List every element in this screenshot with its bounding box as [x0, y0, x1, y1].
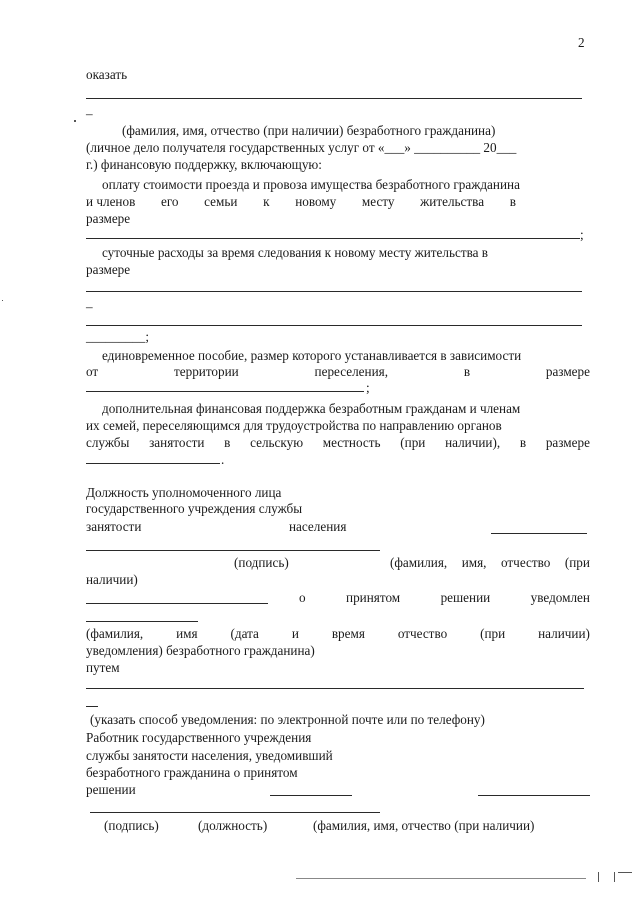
- page-number: 2: [578, 35, 585, 50]
- word: о: [299, 590, 306, 605]
- field-caption: (указать способ уведомления: по электронной почте или по телефону): [90, 712, 485, 727]
- signature-caption: (подпись): [104, 818, 159, 833]
- fill-line: [90, 812, 380, 813]
- word: отчество: [397, 626, 448, 641]
- scan-artifact: [74, 120, 76, 122]
- word: наличии): [538, 626, 590, 641]
- word: имя: [176, 626, 198, 641]
- word: (при: [480, 626, 506, 641]
- fill-line: [86, 291, 582, 292]
- text-line: государственного учреждения службы: [86, 501, 303, 516]
- word: (при: [400, 435, 426, 450]
- word: сельскую: [250, 435, 304, 450]
- text-line: суточные расходы за время следования к новому месту жительства в: [102, 245, 489, 260]
- text-line: службы занятости населения, уведомивший: [86, 748, 333, 763]
- word: местность: [322, 435, 381, 450]
- word: в: [463, 364, 471, 379]
- dash: –: [86, 299, 93, 314]
- text-line: размере: [86, 211, 131, 226]
- word: месту: [361, 194, 395, 209]
- fill-line: [86, 98, 582, 99]
- word: новому: [295, 194, 337, 209]
- word: размере: [545, 364, 590, 379]
- text-line: Должность уполномоченного лица: [86, 485, 282, 500]
- text-line: наличии): [86, 572, 138, 587]
- word: и членов: [86, 194, 136, 209]
- justified-line: [86, 365, 590, 378]
- position-caption: (должность): [198, 818, 268, 833]
- word: наличии),: [445, 435, 501, 450]
- fill-line: [86, 325, 582, 326]
- scan-artifact: [618, 872, 632, 873]
- text-line: _________;: [86, 329, 150, 344]
- word: (фамилия,: [390, 555, 448, 570]
- fio-caption: (фамилия, имя, отчество (при наличии): [313, 818, 535, 833]
- text-line: путем: [86, 660, 120, 675]
- word: и: [291, 626, 299, 641]
- word: службы: [86, 435, 130, 450]
- fill-line: [86, 621, 198, 622]
- word: (дата: [230, 626, 259, 641]
- word: время: [331, 626, 365, 641]
- text-line: оплату стоимости проезда и провоза имущества безработного гражданина: [102, 177, 520, 192]
- scan-artifact: [2, 300, 3, 301]
- text-line: единовременное пособие, размер которого устанавливается в зависимости: [102, 348, 522, 363]
- fill-line: [270, 795, 352, 796]
- scan-artifact: [598, 872, 599, 882]
- text-line: Работник государственного учреждения: [86, 730, 312, 745]
- justified-line: [299, 591, 590, 604]
- justified-line: [390, 556, 590, 569]
- word: переселения,: [314, 364, 389, 379]
- word: жительства: [420, 194, 485, 209]
- word: уведомлен: [530, 590, 590, 605]
- text-line: (личное дело получателя государственных услуг от «___» __________ 20___: [86, 140, 517, 155]
- fill-line: [86, 391, 364, 392]
- word: размере: [545, 435, 590, 450]
- fill-line: [86, 550, 380, 551]
- text-line: занятости: [86, 519, 142, 534]
- fill-line: [86, 463, 220, 464]
- word: (при: [564, 555, 590, 570]
- word: территории: [173, 364, 239, 379]
- word: (фамилия,: [86, 626, 144, 641]
- text-line: дополнительная финансовая поддержка безработным гражданам и членам: [102, 401, 521, 416]
- semicolon: ;: [366, 380, 370, 395]
- text-line: населения: [289, 519, 347, 534]
- period: .: [221, 452, 225, 467]
- word: решении: [440, 590, 491, 605]
- dash: –: [86, 106, 93, 121]
- signature-caption: (подпись): [234, 555, 289, 570]
- text-line: оказать: [86, 67, 128, 82]
- word: занятости: [149, 435, 205, 450]
- word: его: [160, 194, 179, 209]
- text-line: размере: [86, 262, 131, 277]
- text-line: их семей, переселяющимся для трудоустройства по направлению органов: [86, 418, 502, 433]
- word: в: [519, 435, 527, 450]
- word: в: [224, 435, 231, 450]
- word: к: [263, 194, 270, 209]
- scan-artifact: [296, 878, 586, 879]
- word: имя,: [461, 555, 487, 570]
- fill-line: [86, 603, 268, 604]
- fill-line: [86, 706, 98, 707]
- signature-line: [491, 533, 587, 534]
- word: от: [86, 364, 99, 379]
- fill-line: [478, 795, 590, 796]
- fill-line: [86, 688, 584, 689]
- scan-artifact: [614, 872, 615, 882]
- word: в: [509, 194, 516, 209]
- text-line: безработного гражданина о принятом: [86, 765, 298, 780]
- justified-line: [86, 436, 590, 449]
- field-caption: (фамилия, имя, отчество (при наличии) безработного гражданина): [122, 123, 496, 138]
- text-line: уведомления) безработного гражданина): [86, 643, 315, 658]
- justified-line: [86, 627, 590, 640]
- word: принятом: [346, 590, 401, 605]
- text-line: решении: [86, 782, 136, 797]
- semicolon: ;: [580, 227, 584, 242]
- fill-line: [86, 238, 580, 239]
- justified-line: [86, 195, 516, 208]
- word: семьи: [204, 194, 238, 209]
- word: отчество: [501, 555, 551, 570]
- text-line: г.) финансовую поддержку, включающую:: [86, 157, 322, 172]
